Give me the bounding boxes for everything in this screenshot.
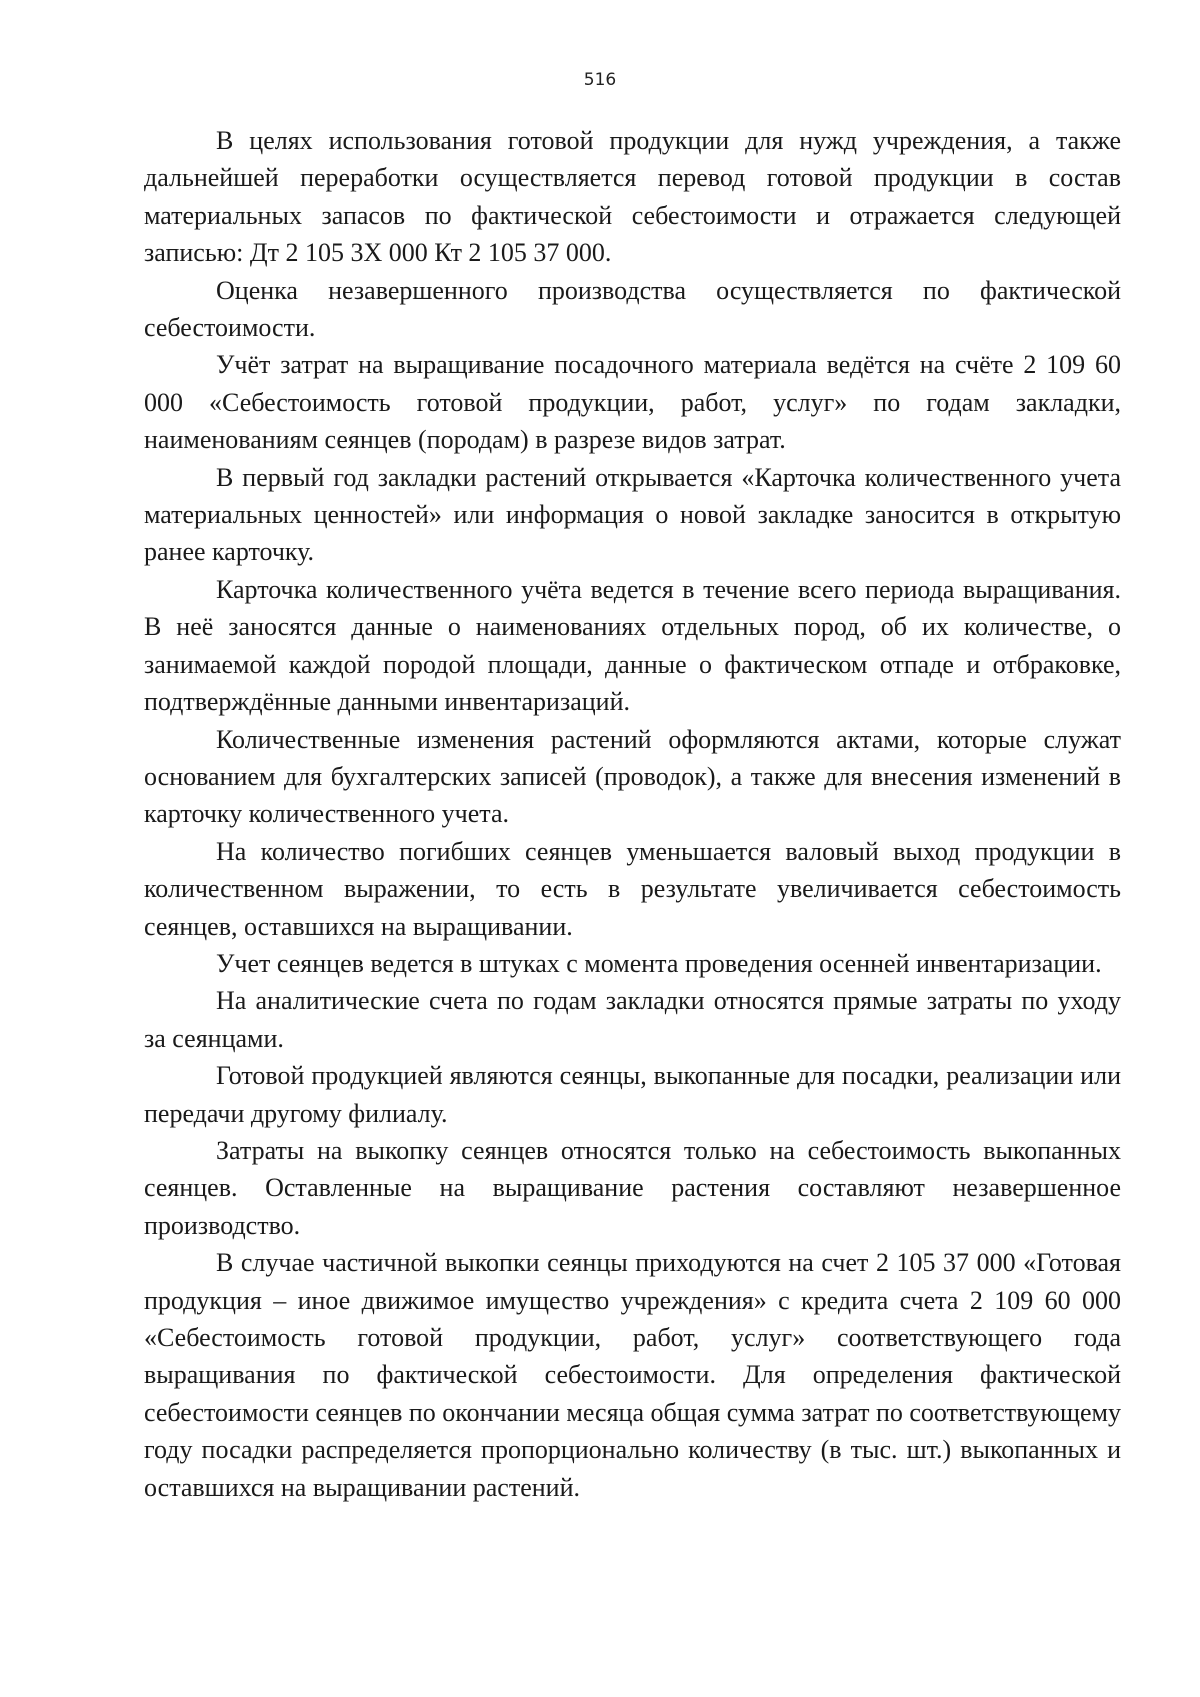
paragraph: В первый год закладки растений открывается «Карточка количественного учета материальных ценностей» или информация о новой закладке заносится в открытую ранее карточку.: [144, 462, 1121, 567]
paragraph: Готовой продукцией являются сеянцы, выкопанные для посадки, реализации или передачи другому филиалу.: [144, 1061, 1121, 1128]
paragraph: Учет сеянцев ведется в штуках с момента проведения осенней инвентаризации.: [216, 948, 1102, 978]
paragraph: В случае частичной выкопки сеянцы приходуются на счет 2 105 37 000 «Готовая продукция – иное движимое имущество учреждения» с кредита счета 2 109 60 000 «Себестоимость готовой продукции, работ, услуг» соответствующего года выращивания по фактической себестоимости. Для определения фактической себестоимости сеянцев по окончании месяца общая сумма затрат по соответствующему году посадки распределяется пропорционально количеству (в тыс. шт.) выкопанных и оставшихся на выращивании растений.: [144, 1248, 1121, 1502]
paragraph: Оценка незавершенного производства осуществляется по фактической себестоимости.: [144, 275, 1121, 343]
paragraph: В целях использования готовой продукции для нужд учреждения, а также дальнейшей переработки осуществляется перевод готовой продукции в состав материальных запасов по фактической себестоимости и отражается следующей записью: Дт 2 105 3Х 000 Кт 2 105 37 000.: [144, 126, 1121, 268]
document-body: [144, 122, 1121, 1506]
paragraph: На аналитические счета по годам закладки относятся прямые затраты по уходу за сеянцами.: [144, 986, 1121, 1053]
paragraph: Учёт затрат на выращивание посадочного материала ведётся на счёте 2 109 60 000 «Себестоимость готовой продукции, работ, услуг» по годам закладки, наименованиям сеянцев (породам) в разрезе видов затрат.: [144, 350, 1121, 455]
paragraph: Карточка количественного учёта ведется в течение всего периода выращивания. В неё заносятся данные о наименованиях отдельных пород, об их количестве, о занимаемой каждой породой площади, данные о фактическом отпаде и отбраковке, подтверждённые данными инвентаризаций.: [144, 574, 1121, 717]
paragraph: Количественные изменения растений оформляются актами, которые служат основанием для бухгалтерских записей (проводок), а также для внесения изменений в карточку количественного учета.: [144, 724, 1121, 829]
paragraph: На количество погибших сеянцев уменьшается валовый выход продукции в количественном выражении, то есть в результате увеличивается себестоимость сеянцев, оставшихся на выращивании.: [144, 836, 1121, 941]
paragraph: Затраты на выкопку сеянцев относятся только на себестоимость выкопанных сеянцев. Оставленные на выращивание растения составляют незавершенное производство.: [144, 1135, 1121, 1240]
page-number: 516: [583, 70, 617, 90]
